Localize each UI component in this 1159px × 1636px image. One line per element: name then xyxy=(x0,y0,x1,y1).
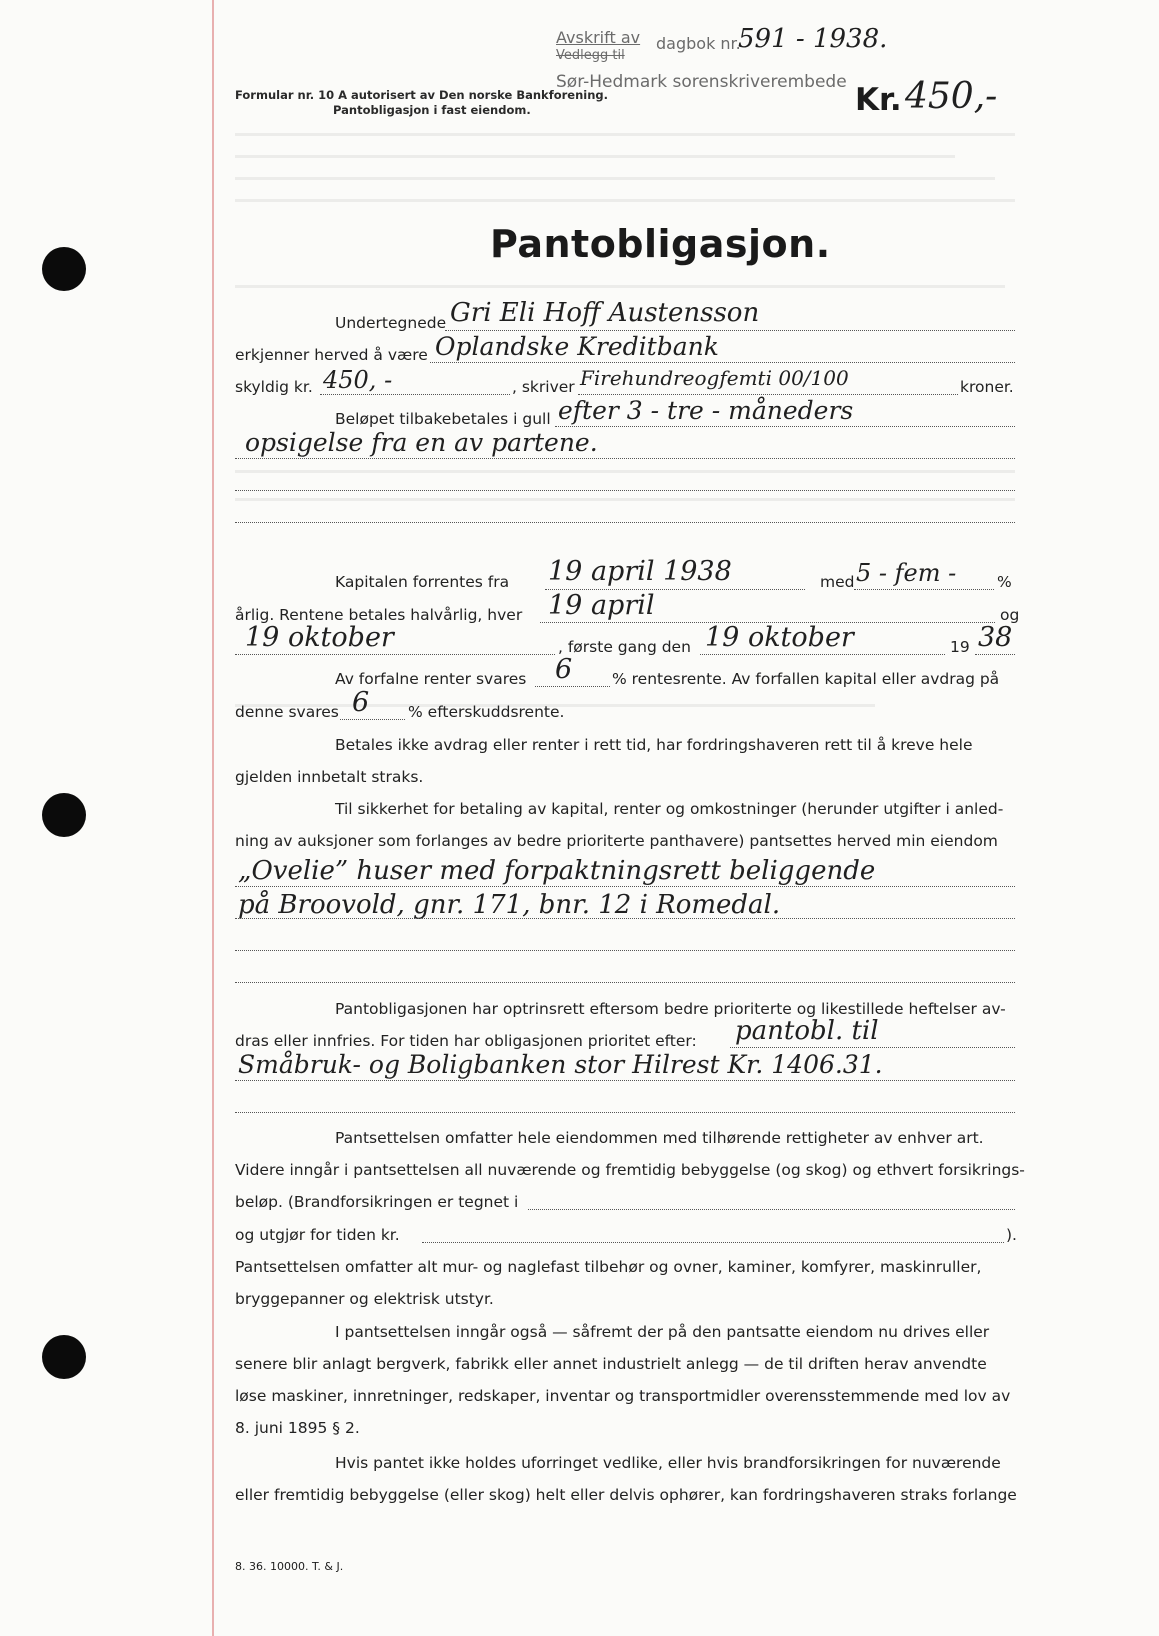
punch-hole-bottom xyxy=(42,1335,86,1379)
belopet-value-line1: efter 3 - tre - måneders xyxy=(558,396,854,425)
paragraph-default-line1: Betales ikke avdrag eller renter i rett tid, har fordringshaveren rett til å kreve hele xyxy=(335,736,973,754)
undertegnede-value: Gri Eli Hoff Austensson xyxy=(450,298,760,328)
paragraph-scope-line2: Videre inngår i pantsettelsen all nuværende og fremtidig bebyggelse (og skog) og ethvert forsikrings- xyxy=(235,1161,1025,1179)
paragraph-industry-line4: 8. juni 1895 § 2. xyxy=(235,1419,360,1437)
punch-hole-top xyxy=(42,247,86,291)
skriver-label: , skriver xyxy=(512,378,575,396)
undertegnede-label: Undertegnede xyxy=(335,314,447,332)
paragraph-industry-line3: løse maskiner, innretninger, redskaper, inventar og transportmidler overensstemmende med lov av xyxy=(235,1387,1011,1405)
rentesrente-label: % rentesrente. Av forfallen kapital eller avdrag på xyxy=(612,670,1000,688)
paragraph-scope-line1: Pantsettelsen omfatter hele eiendommen med tilhørende rettigheter av enhver art. xyxy=(335,1129,984,1147)
amount-value: 450,- xyxy=(905,76,998,117)
stamp-avskrift: Avskrift av xyxy=(556,28,641,47)
denne-label: denne svares xyxy=(235,703,339,721)
forfalne-label: Av forfalne renter svares xyxy=(335,670,527,688)
forste-gang-label: , første gang den xyxy=(558,638,691,656)
form-authorization: Formular nr. 10 A autorisert av Den norske Bankforening. xyxy=(235,88,608,102)
prioritet-value-line1: pantobl. til xyxy=(735,1016,879,1046)
paragraph-security-line1: Til sikkerhet for betaling av kapital, renter og omkostninger (herunder utgifter i anled- xyxy=(335,800,1004,818)
efterskudd-label: % efterskuddsrente. xyxy=(408,703,565,721)
skyldig-label: skyldig kr. xyxy=(235,378,313,396)
denne-value: 6 xyxy=(352,687,370,718)
paragraph-maintenance-line2: eller fremtidig bebyggelse (eller skog) helt eller delvis ophører, kan fordringshaveren straks forlange xyxy=(235,1486,1017,1504)
paragraph-maintenance-line1: Hvis pantet ikke holdes uforringet vedlike, eller hvis brandforsikringen for nuværende xyxy=(335,1454,1001,1472)
paragraph-priority-line1: Pantobligasjonen har optrinsrett eftersom bedre prioriterte og likestillede heftelser av- xyxy=(335,1000,1006,1018)
belopet-label: Beløpet tilbakebetales i gull xyxy=(335,410,551,428)
office-stamp: Sør-Hedmark sorenskriverembede xyxy=(556,72,847,92)
paragraph-priority-line2: dras eller innfries. For tiden har obligasjonen prioritet efter: xyxy=(235,1032,697,1050)
skriver-value: Firehundreogfemti 00/100 xyxy=(580,366,849,390)
paragraph-scope-line4: og utgjør for tiden kr. xyxy=(235,1226,400,1244)
oktober-value: 19 oktober xyxy=(245,622,394,653)
amount-label: Kr. xyxy=(855,82,902,118)
erkjenner-label: erkjenner herved å være xyxy=(235,346,428,364)
document-title: Pantobligasjon. xyxy=(490,222,831,266)
paragraph-fixtures-line1: Pantsettelsen omfatter alt mur- og naglefast tilbehør og ovner, kaminer, komfyrer, maskinruller, xyxy=(235,1258,982,1276)
prioritet-value-line2: Småbruk- og Boligbanken stor Hilrest Kr. 1406.31. xyxy=(238,1050,883,1079)
kroner-label: kroner. xyxy=(960,378,1014,396)
og-label: og xyxy=(1000,606,1020,624)
dagbok-label: dagbok nr. xyxy=(656,34,741,53)
punch-hole-middle xyxy=(42,793,86,837)
erkjenner-value: Oplandske Kreditbank xyxy=(435,332,719,361)
eiendom-value-line2: på Broovold, gnr. 171, bnr. 12 i Romedal. xyxy=(238,890,781,920)
paragraph-industry-line2: senere blir anlagt bergverk, fabrikk eller annet industrielt anlegg — de til driften herav anvendte xyxy=(235,1355,987,1373)
arlig-label: årlig. Rentene betales halvårlig, hver xyxy=(235,606,523,624)
paragraph-scope-line3: beløp. (Brandforsikringen er tegnet i xyxy=(235,1193,519,1211)
forfalne-value: 6 xyxy=(555,654,573,685)
forste-gang-value: 19 oktober xyxy=(705,622,854,653)
kapitalen-label: Kapitalen forrentes fra xyxy=(335,573,510,591)
arlig-value: 19 april xyxy=(548,590,655,621)
year-prefix: 19 xyxy=(950,638,970,656)
paragraph-fixtures-line2: bryggepanner og elektrisk utstyr. xyxy=(235,1290,494,1308)
paragraph-default-line2: gjelden innbetalt straks. xyxy=(235,768,424,786)
dagbok-number: 591 - 1938. xyxy=(738,24,888,54)
belopet-value-line2: opsigelse fra en av partene. xyxy=(245,428,598,457)
skyldig-value: 450, - xyxy=(323,366,393,394)
rate-percent-label: % xyxy=(997,573,1012,591)
paragraph-industry-line1: I pantsettelsen inngår også — såfremt der på den pantsatte eiendom nu drives eller xyxy=(335,1323,990,1341)
paragraph-security-line2: ning av auksjoner som forlanges av bedre prioriterte panthavere) pantsettes herved min eiendom xyxy=(235,832,998,850)
stamp-vedlegg: Vedlegg til xyxy=(556,48,625,63)
red-margin-line xyxy=(212,0,214,1636)
year-value: 38 xyxy=(978,622,1013,653)
kapitalen-value: 19 april 1938 xyxy=(548,556,732,587)
eiendom-value-line1: „Ovelie” huser med forpaktningsrett beliggende xyxy=(238,856,876,886)
paragraph-scope-line4-end: ). xyxy=(1006,1226,1017,1244)
med-label: med xyxy=(820,573,855,591)
print-code: 8. 36. 10000. T. & J. xyxy=(235,1560,344,1573)
rate-value: 5 - fem - xyxy=(856,559,957,587)
form-type: Pantobligasjon i fast eiendom. xyxy=(333,103,531,117)
